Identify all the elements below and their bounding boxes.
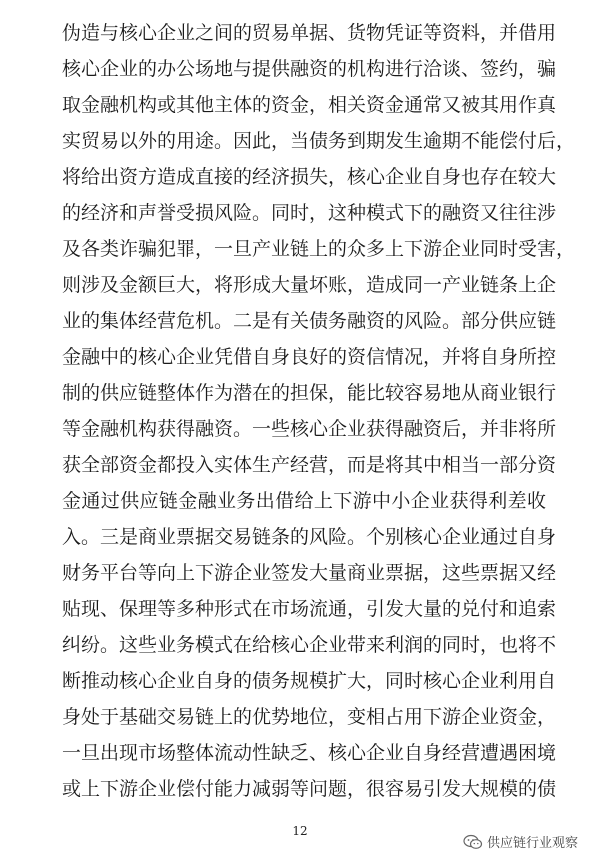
text-line: 获全部资金都投入实体生产经营，而是将其中相当一部分资 <box>62 454 557 476</box>
text-line: 实贸易以外的用途。因此，当债务到期发生逾期不能偿付后， <box>62 130 576 152</box>
text-line: 一旦出现市场整体流动性缺乏、核心企业自身经营遭遇困境 <box>62 742 557 764</box>
text-line: 等金融机构获得融资。一些核心企业获得融资后，并非将所 <box>62 418 557 440</box>
text-line: 身处于基础交易链上的优势地位，变相占用下游企业资金， <box>62 706 557 728</box>
text-line: 断推动核心企业自身的债务规模扩大，同时核心企业利用自 <box>62 670 557 692</box>
wechat-icon <box>463 834 483 850</box>
text-line: 取金融机构或其他主体的资金，相关资金通常又被其用作真 <box>62 94 557 116</box>
page-number: 12 <box>292 824 308 838</box>
text-line: 入。三是商业票据交易链条的风险。个别核心企业通过自身 <box>62 526 557 548</box>
text-line: 制的供应链整体作为潜在的担保，能比较容易地从商业银行 <box>62 382 557 404</box>
text-line: 及各类诈骗犯罪，一旦产业链上的众多上下游企业同时受害， <box>62 238 576 260</box>
text-line: 则涉及金额巨大，将形成大量坏账，造成同一产业链条上企 <box>62 274 557 296</box>
text-line: 或上下游企业偿付能力减弱等问题，很容易引发大规模的债 <box>62 778 557 800</box>
text-line: 财务平台等向上下游企业签发大量商业票据，这些票据又经 <box>62 562 557 584</box>
text-line: 金通过供应链金融业务出借给上下游中小企业获得利差收 <box>62 490 546 512</box>
watermark <box>463 832 578 851</box>
text-line: 的经济和声誉受损风险。同时，这种模式下的融资又往往涉 <box>62 202 557 224</box>
text-line: 业的集体经营危机。二是有关债务融资的风险。部分供应链 <box>62 310 557 332</box>
text-line: 将给出资方造成直接的经济损失，核心企业自身也存在较大 <box>62 166 557 188</box>
text-line: 伪造与核心企业之间的贸易单据、货物凭证等资料，并借用 <box>62 22 557 44</box>
text-line: 金融中的核心企业凭借自身良好的资信情况，并将自身所控 <box>62 346 557 368</box>
watermark-text: 供应链行业观察 <box>486 836 578 851</box>
text-line: 纠纷。这些业务模式在给核心企业带来利润的同时，也将不 <box>62 634 557 656</box>
text-line: 核心企业的办公场地与提供融资的机构进行洽谈、签约，骗 <box>62 58 557 80</box>
text-line: 贴现、保理等多种形式在市场流通，引发大量的兑付和追索 <box>62 598 557 620</box>
